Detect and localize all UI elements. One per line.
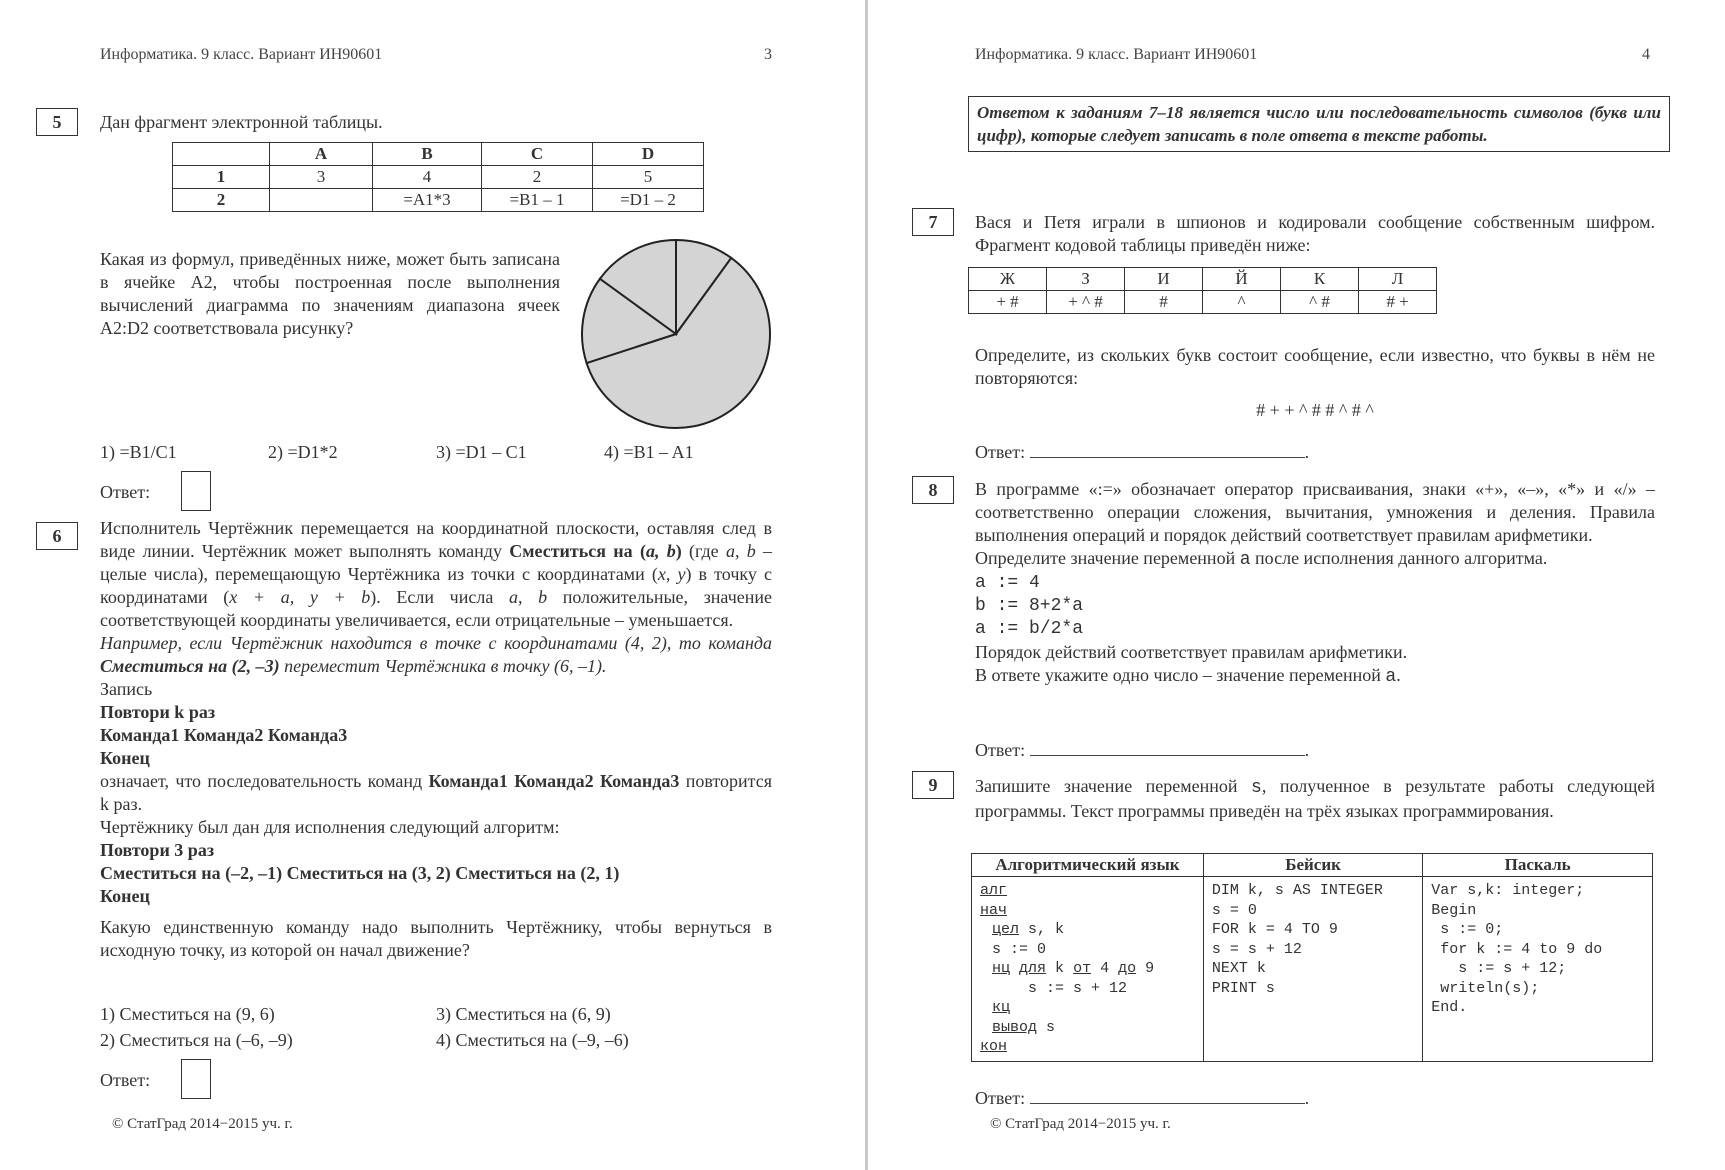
text: .	[1304, 442, 1310, 462]
text: s, k	[1019, 921, 1065, 938]
text: Определите значение переменной	[975, 548, 1240, 568]
code-cell: + #	[969, 291, 1047, 314]
code-table	[968, 267, 1437, 314]
page-header: Информатика. 9 класс. Вариант ИН90601	[975, 46, 1258, 63]
keyword: цел	[992, 921, 1020, 938]
code-line: for k := 4 to 9 do	[1440, 940, 1603, 958]
letter-cell: Ж	[969, 268, 1047, 291]
q5-question: Какая из формул, приведённых ниже, может быть записана в ячейке A2, чтобы построенная после выполнения вычислений диаграмма по значениям диапазона ячеек A2:D2 соответствовала рисунку?	[100, 249, 560, 338]
q7-answer	[975, 442, 1309, 463]
q6-record: Запись	[100, 679, 153, 699]
code-line	[980, 901, 1195, 921]
code-cell: ^ #	[1281, 291, 1359, 314]
keyword: вывод	[992, 1018, 1038, 1036]
code-line	[980, 920, 1195, 940]
letter-cell: И	[1125, 268, 1203, 291]
code-line: s = 0	[1211, 901, 1257, 919]
alg-code	[972, 877, 1204, 1062]
question-number-7: 7	[912, 208, 954, 236]
code-line	[980, 1037, 1195, 1057]
text: означает, что последовательность команд	[100, 771, 429, 791]
cell-B2: =A1*3	[373, 189, 482, 212]
command-name: Сместиться на (2, –3)	[100, 656, 280, 676]
q7-text: Вася и Петя играли в шпионов и кодировали сообщение собственным шифром. Фрагмент кодовой таблицы приведён ниже:	[975, 212, 1655, 255]
answer-line-7[interactable]	[1030, 443, 1305, 458]
code-line: writeln(s);	[1440, 979, 1540, 997]
footer-copyright: © СтатГрад 2014−2015 уч. г.	[112, 1116, 293, 1132]
answer-label: Ответ:	[100, 1070, 151, 1090]
letter-cell: З	[1047, 268, 1125, 291]
code-line: DIM k, s AS INTEGER	[1211, 882, 1383, 899]
text: 9	[1136, 960, 1155, 977]
code-line	[980, 881, 1195, 901]
q6-option: 3) Сместиться на (6, 9)	[436, 1004, 611, 1024]
answer-label: Ответ:	[975, 442, 1026, 462]
q7-message: # + + ^ # # ^ # ^	[1256, 400, 1374, 420]
pie-chart	[578, 236, 774, 432]
question-number-9: 9	[912, 771, 954, 799]
text: повторится k раз.	[100, 771, 772, 814]
question-number-5: 5	[36, 108, 78, 136]
variable: a	[1239, 550, 1251, 570]
pascal-code	[1423, 877, 1653, 1062]
column-header: D	[593, 143, 704, 166]
code-line: Begin	[1431, 901, 1477, 919]
q6-means	[100, 770, 772, 816]
table-row	[173, 166, 704, 189]
code-line: FOR k = 4 TO 9	[1211, 921, 1338, 938]
answer-label: Ответ:	[975, 740, 1026, 760]
q9-answer	[975, 1088, 1309, 1109]
keyword: от	[1073, 960, 1092, 977]
variable: a, b	[725, 541, 756, 561]
answer-label: Ответ:	[100, 482, 151, 502]
code-line	[980, 959, 1195, 979]
q8-task	[975, 547, 1655, 572]
right-page	[868, 0, 1725, 1170]
row-header: 2	[173, 189, 270, 212]
letter-cell: Л	[1359, 268, 1437, 291]
q9-text	[975, 775, 1655, 823]
code-line: s := 0	[992, 940, 1047, 958]
column-header: B	[373, 143, 482, 166]
q5-option: 1) =B1/C1	[100, 442, 177, 462]
q6-repeat-3: Повтори 3 раз	[100, 840, 215, 860]
text: .	[1304, 740, 1310, 760]
text: Сместиться на (	[509, 541, 646, 561]
cell-C1: 2	[482, 166, 593, 189]
cell-D2: =D1 – 2	[593, 189, 704, 212]
q6-end: Конец	[100, 748, 150, 768]
text: ) в точку с координатами (	[100, 564, 772, 607]
q5-option: 3) =D1 – C1	[436, 442, 527, 462]
q8-answer	[975, 740, 1309, 761]
text: Например, если Чертёжник находится в точке с координатами (4, 2), то команда	[100, 633, 772, 653]
text: , полученное в результате работы следующей программы. Текст программы приведён на трёх языках программирования.	[975, 776, 1655, 821]
cell-A1: 3	[270, 166, 373, 189]
q6-commands: Команда1 Команда2 Команда3	[100, 725, 348, 745]
keyword: для	[1019, 960, 1047, 977]
cell-A2	[270, 189, 373, 212]
q6-text	[100, 517, 772, 962]
answer-line-9[interactable]	[1030, 1089, 1305, 1104]
letter-cell: К	[1281, 268, 1359, 291]
code-line	[980, 1018, 1195, 1038]
code-line: s := s + 12;	[1458, 960, 1567, 977]
program-table-header	[972, 854, 1653, 877]
q6-repeat-k: Повтори k раз	[100, 702, 216, 722]
variable: x, y	[657, 564, 686, 584]
q6-option: 4) Сместиться на (–9, –6)	[436, 1030, 629, 1050]
spreadsheet-table	[172, 142, 704, 212]
column-header: A	[270, 143, 373, 166]
q6-algorithm: Сместиться на (–2, –1) Сместиться на (3, 2) Сместиться на (2, 1)	[100, 863, 620, 883]
code-table-codes	[969, 291, 1437, 314]
q6-option: 2) Сместиться на (–6, –9)	[100, 1030, 293, 1050]
answer-notice: Ответом к заданиям 7–18 является число или последовательность символов (букв или цифр), которые следует записать в поле ответа в тексте работы.	[968, 96, 1670, 152]
q6-option: 1) Сместиться на (9, 6)	[100, 1004, 275, 1024]
code-cell: # +	[1359, 291, 1437, 314]
keyword: нц	[992, 960, 1011, 977]
keyword: до	[1118, 960, 1137, 977]
text: ). Если числа	[370, 587, 509, 607]
keyword: нач	[980, 901, 1008, 919]
corner-cell	[173, 143, 270, 166]
command-name	[509, 541, 682, 561]
q6-paragraph	[100, 517, 772, 632]
code-line	[980, 998, 1195, 1018]
command-name: Команда1 Команда2 Команда3	[428, 771, 680, 791]
q6-given: Чертёжнику был дан для исполнения следующий алгоритм:	[100, 817, 560, 837]
answer-box-5[interactable]	[181, 471, 211, 511]
footer-copyright: © СтатГрад 2014−2015 уч. г.	[990, 1116, 1171, 1132]
keyword: алг	[980, 882, 1008, 899]
column-header: Бейсик	[1203, 854, 1422, 877]
variable: x + a, y + b	[229, 587, 371, 607]
q5-option: 4) =B1 – A1	[604, 442, 694, 462]
page-number: 3	[764, 46, 772, 63]
code-line: NEXT k	[1211, 960, 1266, 977]
variable: a, b	[508, 587, 548, 607]
keyword: кц	[992, 999, 1011, 1016]
column-header: C	[482, 143, 593, 166]
variable: s	[1251, 778, 1262, 798]
answer-label: Ответ:	[975, 1088, 1026, 1108]
column-header: Алгоритмический язык	[972, 854, 1204, 877]
code-line: a := 4	[975, 573, 1040, 593]
code-table-letters	[969, 268, 1437, 291]
table-row	[173, 189, 704, 212]
table-header-row	[173, 143, 704, 166]
code-cell: + ^ #	[1047, 291, 1125, 314]
basic-code	[1203, 877, 1422, 1062]
variable: a, b	[645, 541, 676, 561]
variable: a	[1385, 667, 1397, 687]
q5-intro: Дан фрагмент электронной таблицы.	[100, 112, 383, 132]
question-number-6: 6	[36, 522, 78, 550]
code-line: a := b/2*a	[975, 619, 1084, 639]
q6-end-2: Конец	[100, 886, 150, 906]
code-line: s = s + 12	[1211, 940, 1302, 958]
text: s	[1037, 1018, 1056, 1036]
code-line: End.	[1431, 999, 1468, 1016]
answer-line-8[interactable]	[1030, 741, 1305, 756]
text: )	[675, 541, 682, 561]
program-table	[971, 853, 1653, 1062]
q5-option: 2) =D1*2	[268, 442, 338, 462]
cell-B1: 4	[373, 166, 482, 189]
code-line: PRINT s	[1211, 979, 1275, 997]
code-line: b := 8+2*a	[975, 596, 1084, 616]
code-line: s := s + 12	[1028, 979, 1128, 997]
text: Запишите значение переменной	[975, 776, 1252, 796]
keyword: кон	[980, 1038, 1008, 1055]
column-header: Паскаль	[1423, 854, 1653, 877]
q8-order: Порядок действий соответствует правилам арифметики.	[975, 642, 1408, 662]
text: .	[1396, 665, 1401, 685]
code-cell: #	[1125, 291, 1203, 314]
row-header: 1	[173, 166, 270, 189]
text: – целые числа), перемещающую Чертёжника из точки с координатами (	[100, 541, 773, 584]
text: .	[1304, 1088, 1310, 1108]
text: В ответе укажите одно число – значение переменной	[975, 665, 1386, 685]
cell-D1: 5	[593, 166, 704, 189]
cell-C2: =B1 – 1	[482, 189, 593, 212]
code-line: Var s,k: integer;	[1431, 882, 1585, 899]
q8-paragraph: В программе «:=» обозначает оператор присваивания, знаки «+», «–», «*» и «/» – соответственно операции сложения, вычитания, умножения и деления. Правила выполнения операций и порядок действий соответствует правилам арифметики.	[975, 479, 1655, 545]
text: 4	[1091, 960, 1119, 977]
text: после исполнения данного алгоритма.	[1250, 548, 1548, 568]
code-cell: ^	[1203, 291, 1281, 314]
q8-text	[975, 478, 1655, 689]
page-number: 4	[1642, 46, 1650, 63]
page-header: Информатика. 9 класс. Вариант ИН90601	[100, 46, 383, 63]
q8-instruction	[975, 664, 1655, 689]
q6-example	[100, 632, 772, 678]
answer-box-6[interactable]	[181, 1059, 211, 1099]
text: положительные, значение соответствующей координаты увеличивается, если отрицательные – уменьшается.	[100, 587, 773, 630]
text: k	[1046, 960, 1074, 977]
program-table-row	[972, 877, 1653, 1062]
question-number-8: 8	[912, 476, 954, 504]
letter-cell: Й	[1203, 268, 1281, 291]
text: Исполнитель Чертёжник перемещается на координатной плоскости, оставляя след в виде линии. Чертёжник может выполнять команду	[100, 518, 772, 561]
code-line: s := 0;	[1440, 921, 1504, 938]
q6-question: Какую единственную команду надо выполнить Чертёжнику, чтобы вернуться в исходную точку, из которой он начал движение?	[100, 917, 772, 960]
text: переместит Чертёжника в точку (6, –1).	[279, 656, 607, 676]
text: (где	[681, 541, 726, 561]
q7-question: Определите, из скольких букв состоит сообщение, если известно, что буквы в нём не повторяются:	[975, 345, 1655, 388]
